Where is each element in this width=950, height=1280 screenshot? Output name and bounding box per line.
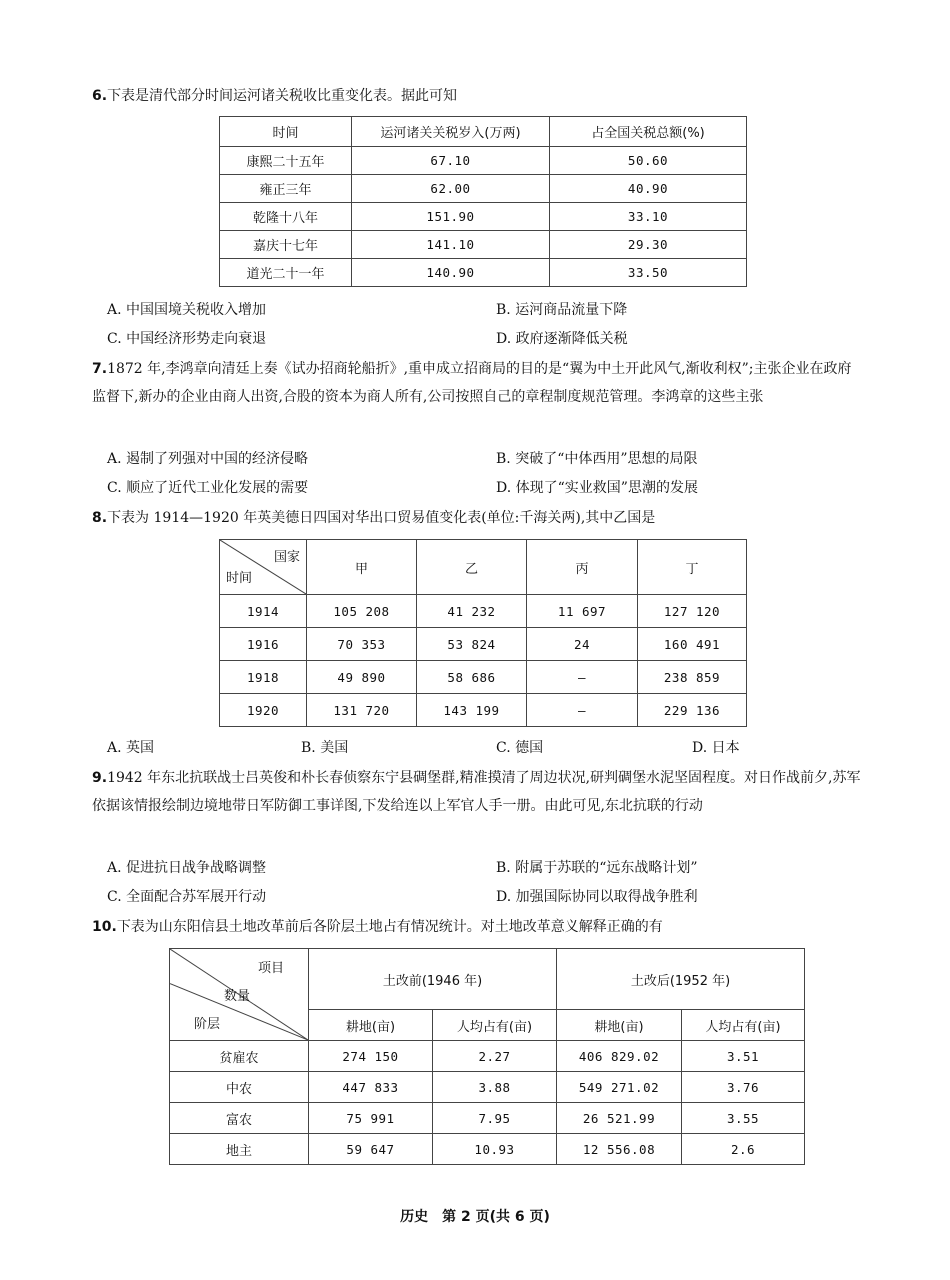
table-row (170, 1072, 805, 1103)
table-cell: 67.10 (352, 147, 550, 175)
table-header-row (220, 117, 747, 147)
table-header: 运河诸关关税岁入(万两) (352, 117, 550, 147)
table-cell: 50.60 (550, 147, 747, 175)
table-cell: 33.10 (550, 203, 747, 231)
table-cell: 131 720 (307, 694, 417, 727)
option-d[interactable]: D. 加强国际协同以取得战争胜利 (496, 889, 698, 905)
option-a[interactable]: A. 促进抗日战争战略调整 (107, 860, 267, 876)
question-number: 6. (92, 88, 108, 104)
table-header: 占全国关税总额(%) (550, 117, 747, 147)
option-b[interactable]: B. 附属于苏联的“远东战略计划” (496, 860, 698, 876)
table-row (220, 147, 747, 175)
table-cell: 70 353 (307, 628, 417, 661)
table-cell: 62.00 (352, 175, 550, 203)
table-cell: 33.50 (550, 259, 747, 287)
option-b[interactable]: B. 突破了“中体西用”思想的局限 (496, 451, 698, 467)
corner-label-time: 时间 (226, 571, 253, 586)
table-cell: 229 136 (638, 694, 747, 727)
table-cell: 雍正三年 (220, 175, 352, 203)
corner-label-quantity: 数量 (224, 989, 251, 1004)
table-cell: 105 208 (307, 595, 417, 628)
table-row (220, 259, 747, 287)
question-number: 9. (92, 770, 108, 786)
table-cell: 道光二十一年 (220, 259, 352, 287)
option-d[interactable]: D. 体现了“实业救国”思潮的发展 (496, 480, 698, 496)
question-7-stem (92, 355, 862, 411)
table-cell: 29.30 (550, 231, 747, 259)
group-header-after: 土改后(1952 年) (557, 949, 805, 1010)
question-9-stem (92, 764, 862, 820)
page-footer: 历史 第 2 页(共 6 页) (400, 1209, 550, 1225)
question-10-stem (92, 913, 862, 941)
table-cell: 嘉庆十七年 (220, 231, 352, 259)
table-cell: 乾隆十八年 (220, 203, 352, 231)
table-header: 丁 (638, 540, 747, 595)
option-b[interactable]: B. 运河商品流量下降 (496, 302, 628, 318)
table-header: 耕地(亩) (309, 1010, 433, 1041)
q10-table (169, 948, 805, 1165)
table-cell: 康熙二十五年 (220, 147, 352, 175)
table-header-row (220, 540, 747, 595)
table-cell: 160 491 (638, 628, 747, 661)
table-cell: 151.90 (352, 203, 550, 231)
table-row (170, 1134, 805, 1165)
table-cell: 143 199 (417, 694, 527, 727)
question-text: 1942 年东北抗联战士吕英俊和朴长春侦察东宁县碉堡群,精准摸清了周边状况,研判碉堡水泥坚固程度。对日作战前夕,苏军依据该情报绘制边境地带日军防御工事详图,下发给连以上军官人手一册。由此可见,东北抗联的行动 (92, 770, 861, 814)
table-cell: 11 697 (527, 595, 638, 628)
table-row (220, 595, 747, 628)
table-cell: 141.10 (352, 231, 550, 259)
q8-table (219, 539, 747, 727)
table-header: 时间 (220, 117, 352, 147)
table-cell: 3.51 (682, 1041, 805, 1072)
table-cell: 549 271.02 (557, 1072, 682, 1103)
table-cell: — (527, 694, 638, 727)
option-c[interactable]: C. 德国 (496, 740, 544, 756)
option-c[interactable]: C. 中国经济形势走向衰退 (107, 331, 267, 347)
table-cell: 49 890 (307, 661, 417, 694)
table-cell: 地主 (170, 1134, 309, 1165)
option-a[interactable]: A. 遏制了列强对中国的经济侵略 (107, 451, 309, 467)
table-cell: 10.93 (433, 1134, 557, 1165)
question-number: 7. (92, 361, 108, 377)
question-6-stem (92, 82, 862, 110)
table-cell: 238 859 (638, 661, 747, 694)
table-row (220, 175, 747, 203)
table-cell: 40.90 (550, 175, 747, 203)
table-header: 人均占有(亩) (433, 1010, 557, 1041)
table-header-row (170, 949, 805, 1010)
question-8-stem (92, 504, 862, 532)
table-corner-cell (220, 540, 307, 595)
table-cell: 1920 (220, 694, 307, 727)
table-header: 人均占有(亩) (682, 1010, 805, 1041)
table-cell: 406 829.02 (557, 1041, 682, 1072)
table-header: 甲 (307, 540, 417, 595)
table-cell: 24 (527, 628, 638, 661)
table-header: 乙 (417, 540, 527, 595)
table-header: 耕地(亩) (557, 1010, 682, 1041)
question-number: 10. (92, 919, 117, 935)
option-c[interactable]: C. 顺应了近代工业化发展的需要 (107, 480, 309, 496)
table-cell: 富农 (170, 1103, 309, 1134)
option-d[interactable]: D. 政府逐渐降低关税 (496, 331, 628, 347)
table-cell: 7.95 (433, 1103, 557, 1134)
table-cell: 3.88 (433, 1072, 557, 1103)
table-cell: 58 686 (417, 661, 527, 694)
table-cell: 1918 (220, 661, 307, 694)
table-cell: 274 150 (309, 1041, 433, 1072)
table-cell: 53 824 (417, 628, 527, 661)
question-text: 下表为山东阳信县土地改革前后各阶层土地占有情况统计。对土地改革意义解释正确的有 (116, 919, 663, 935)
table-row (170, 1041, 805, 1072)
corner-label-country: 国家 (273, 550, 300, 565)
table-row (220, 231, 747, 259)
table-cell: 贫雇农 (170, 1041, 309, 1072)
question-text: 下表为 1914—1920 年英美德日四国对华出口贸易值变化表(单位:千海关两),其中乙国是 (107, 510, 656, 526)
option-a[interactable]: A. 英国 (107, 740, 155, 756)
table-cell: 41 232 (417, 595, 527, 628)
table-cell: 3.55 (682, 1103, 805, 1134)
table-row (220, 694, 747, 727)
table-cell: 59 647 (309, 1134, 433, 1165)
option-c[interactable]: C. 全面配合苏军展开行动 (107, 889, 267, 905)
table-cell: 127 120 (638, 595, 747, 628)
table-row (170, 1103, 805, 1134)
option-d[interactable]: D. 日本 (692, 740, 740, 756)
table-cell: — (527, 661, 638, 694)
question-text: 下表是清代部分时间运河诸关税收比重变化表。据此可知 (107, 88, 458, 104)
option-a[interactable]: A. 中国国境关税收入增加 (107, 302, 267, 318)
option-b[interactable]: B. 美国 (301, 740, 349, 756)
table-cell: 2.6 (682, 1134, 805, 1165)
table-row (220, 661, 747, 694)
table-cell: 12 556.08 (557, 1134, 682, 1165)
q6-table (219, 116, 747, 287)
table-corner-cell (170, 949, 309, 1041)
table-header: 丙 (527, 540, 638, 595)
table-row (220, 628, 747, 661)
table-cell: 中农 (170, 1072, 309, 1103)
table-row (220, 203, 747, 231)
table-cell: 2.27 (433, 1041, 557, 1072)
table-cell: 3.76 (682, 1072, 805, 1103)
group-header-before: 土改前(1946 年) (309, 949, 557, 1010)
question-text: 1872 年,李鸿章向清廷上奏《试办招商轮船折》,重申成立招商局的目的是“翼为中土开此风气,渐收利权”;主张企业在政府监督下,新办的企业由商人出资,合股的资本为商人所有,公司按照自己的章程制度规范管理。李鸿章的这些主张 (92, 361, 852, 405)
table-cell: 26 521.99 (557, 1103, 682, 1134)
table-cell: 75 991 (309, 1103, 433, 1134)
table-cell: 1914 (220, 595, 307, 628)
table-cell: 140.90 (352, 259, 550, 287)
table-cell: 447 833 (309, 1072, 433, 1103)
table-cell: 1916 (220, 628, 307, 661)
corner-label-class: 阶层 (194, 1017, 221, 1032)
corner-label-item: 项目 (257, 961, 284, 976)
question-number: 8. (92, 510, 108, 526)
